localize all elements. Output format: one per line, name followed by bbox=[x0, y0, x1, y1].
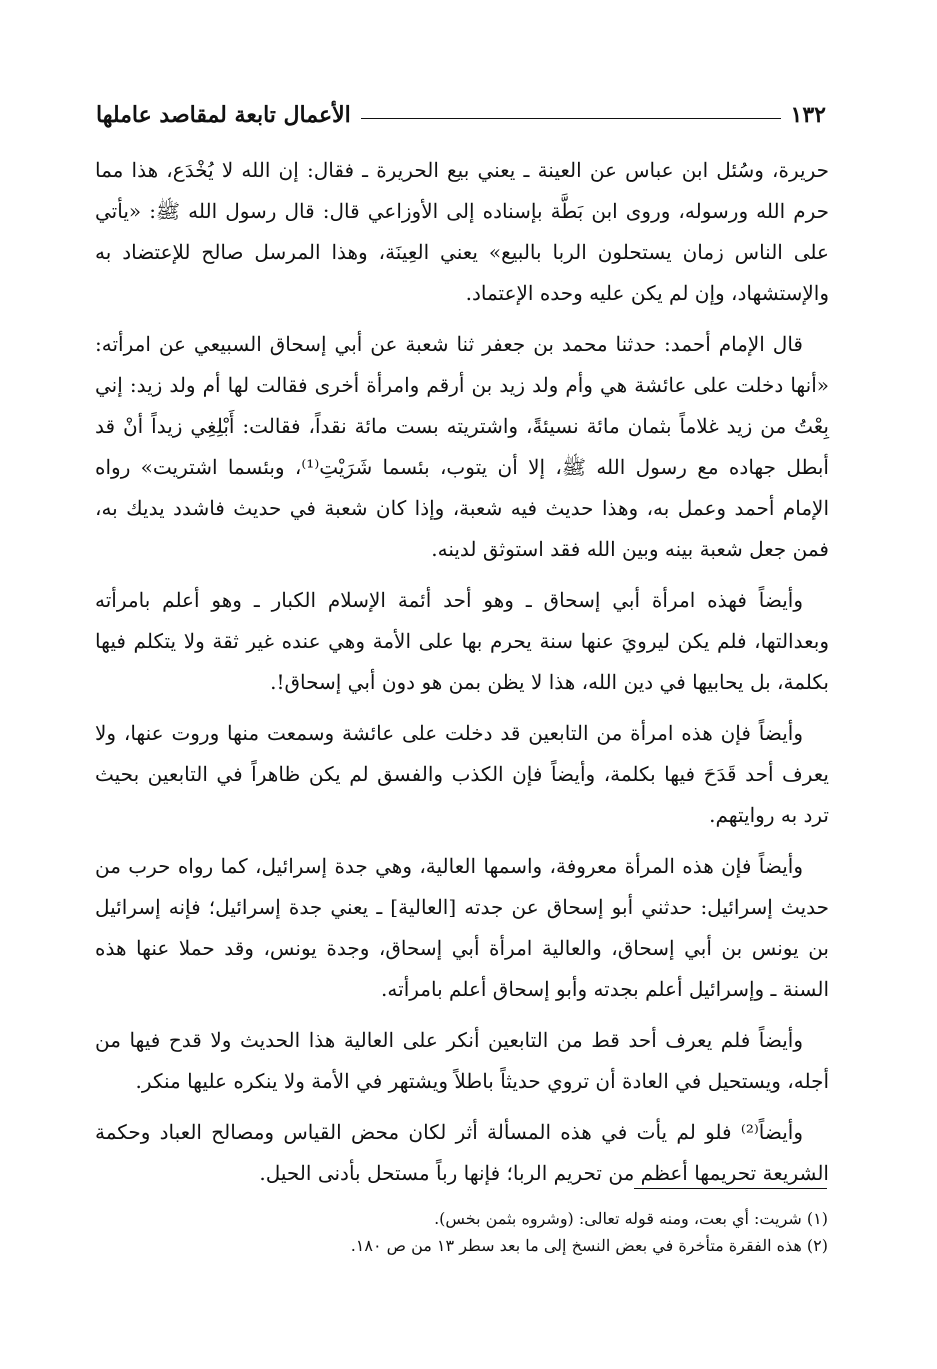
paragraph: وأيضاً فإن هذه المرأة معروفة، واسمها العالية، وهي جدة إسرائيل، كما رواه حرب من حديث إسرائيل: حدثني أبو إسحاق عن جدته [العالية] ـ يعني جدة إسرائيل؛ فإنه إسرائيل بن يونس بن أبي إسحاق، والعالية امرأة أبي إسحاق، وجدة يونس، وقد حملا عنها هذه السنة ـ وإسرائيل أعلم بجدته وأبو إسحاق أعلم بامرأته. bbox=[95, 854, 829, 1001]
paragraph: وأيضاً فلم يعرف أحد قط من التابعين أنكر على العالية هذا الحديث ولا قدح فيها من أجله، ويستحيل في العادة أن تروي حديثاً باطلاً ويشتهر في الأمة ولا ينكره عليها منكر. bbox=[95, 1028, 829, 1093]
paragraph: وأيضاً⁽²⁾ فلو لم يأت في هذه المسألة أثر لكان محض القياس ومصالح العباد وحكمة الشريعة تحريمها أعظم من تحريم الربا؛ فإنها رباً مستحل بأدنى الحيل. bbox=[95, 1120, 829, 1185]
running-title: الأعمال تابعة لمقاصد عاملها bbox=[96, 102, 351, 128]
running-header bbox=[96, 92, 826, 128]
footnotes bbox=[180, 1205, 828, 1259]
footnote-separator bbox=[634, 1188, 827, 1189]
main-text bbox=[95, 150, 829, 1204]
paragraph: وأيضاً فإن هذه امرأة من التابعين قد دخلت على عائشة وسمعت منها وروت عنها، ولا يعرف أحد قَدَحَ فيها بكلمة، وأيضاً فإن الكذب والفسق لم يكن ظاهراً في التابعين بحيث ترد به روايتهم. bbox=[95, 721, 829, 827]
paragraph: وأيضاً فهذه امرأة أبي إسحاق ـ وهو أحد أئمة الإسلام الكبار ـ وهو أعلم بامرأته وبعدالتها، فلم يكن ليرويَ عنها سنة يحرم بها على الأمة وهي عنده غير ثقة ولا يتكلم فيها بكلمة، بل يحابيها في دين الله، هذا لا يظن بمن هو دون أبي إسحاق!. bbox=[95, 588, 829, 694]
paragraph: قال الإمام أحمد: حدثنا محمد بن جعفر ثنا شعبة عن أبي إسحاق السبيعي عن امرأته: «أنها دخلت على عائشة هي وأم ولد زيد بن أرقم وامرأة أخرى فقالت لها أم ولد زيد: إني بِعْتُ من زيد غلاماً بثمان مائة نسيئةً، واشتريته بست مائة نقداً، فقالت: أَبْلِغِي زيداً أنْ قد أبطل جهاده مع رسول الله ﷺ، إلا أن يتوب، بئسما شَرَيْتِ⁽¹⁾، وبئسما اشتريت» رواه الإمام أحمد وعمل به، وهذا حديث فيه شعبة، وإذا كان شعبة في حديث فاشدد يديك به، فمن جعل شعبة بينه وبين الله فقد استوثق لدينه. bbox=[95, 332, 829, 561]
paragraph: حريرة، وسُئل ابن عباس عن العينة ـ يعني بيع الحريرة ـ فقال: إن الله لا يُخْدَع، هذا مما حرم الله ورسوله، وروى ابن بَطَّة بإسناده إلى الأوزاعي قال: قال رسول الله ﷺ: «يأتي على الناس زمان يستحلون الربا بالبيع» يعني العِينَة، وهذا المرسل صالح للإعتضاد به والإستشهاد، وإن لم يكن عليه وحده الإعتماد. bbox=[95, 158, 829, 305]
footnote: (٢) هذه الفقرة متأخرة في بعض النسخ إلى ما بعد سطر ١٣ من ص ١٨٠. bbox=[350, 1236, 828, 1255]
footnote: (١) شريت: أي بعت، ومنه قوله تعالى: (وشروه بثمن بخس). bbox=[434, 1209, 828, 1228]
header-rule bbox=[361, 118, 781, 119]
page-number: ١٣٢ bbox=[790, 102, 826, 128]
